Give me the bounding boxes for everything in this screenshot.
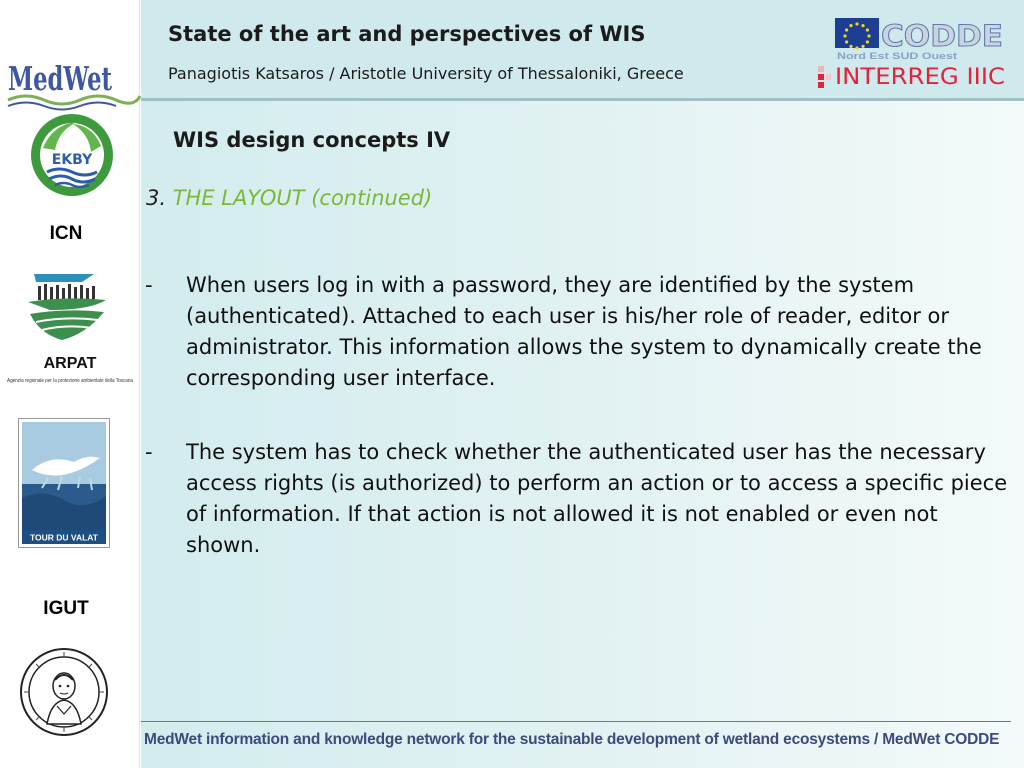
tour-du-valat-text: TOUR DU VALAT bbox=[30, 532, 98, 543]
tour-du-valat-logo bbox=[18, 418, 110, 548]
arpat-logo bbox=[6, 270, 134, 386]
medwet-logo-text: MedWet bbox=[8, 59, 113, 98]
bullet-marker: - bbox=[145, 440, 153, 464]
section-number: 3. bbox=[146, 186, 167, 210]
interreg-logo bbox=[815, 62, 1011, 92]
medwet-logo bbox=[6, 56, 140, 110]
arpat-logo-caption: Agenzia regionale per la protezione ambientale della Toscana bbox=[7, 378, 134, 384]
section-heading bbox=[146, 186, 432, 210]
ekby-logo-text: EKBY bbox=[51, 152, 93, 168]
footer-text: MedWet information and knowledge network for the sustainable development of wetland ecosystems / MedWet CODDE bbox=[144, 731, 1000, 748]
codde-logo bbox=[835, 16, 1007, 60]
codde-logo-text: CODDE bbox=[881, 19, 1003, 53]
bullet-text: The system has to check whether the authenticated user has the necessary access rights (is authorized) to perform an action or to access a specific piece of information. If that action is not allowed it is not enabled or even not shown. bbox=[186, 440, 1008, 557]
bullet-item bbox=[145, 270, 1015, 394]
arpat-logo-text: ARPAT bbox=[43, 355, 97, 372]
sidebar bbox=[0, 0, 140, 768]
section-title: THE LAYOUT (continued) bbox=[172, 186, 433, 210]
bullet-item bbox=[145, 437, 1015, 561]
slide-title: WIS design concepts IV bbox=[173, 128, 451, 152]
presenter-line: Panagiotis Katsaros / Aristotle University of Thessaloniki, Greece bbox=[168, 64, 684, 83]
presentation-title: State of the art and perspectives of WIS bbox=[168, 22, 646, 46]
igut-label: IGUT bbox=[43, 598, 89, 619]
bullet-text: When users log in with a password, they are identified by the system (authenticated). Attached to each user is his/her role of reader, editor or administrator. This information allows the system to dynamically create the corresponding user interface. bbox=[186, 273, 982, 390]
aristotle-university-seal bbox=[19, 646, 109, 738]
ekby-logo bbox=[29, 112, 115, 198]
icn-label: ICN bbox=[49, 223, 83, 244]
footer-divider bbox=[141, 721, 1011, 722]
codde-tagline: Nord Est SUD Ouest bbox=[837, 51, 957, 61]
bullet-marker: - bbox=[145, 273, 153, 297]
slide-main bbox=[141, 0, 1024, 768]
slide-header bbox=[141, 0, 1024, 101]
interreg-logo-text: INTERREG IIIC bbox=[835, 65, 1005, 90]
